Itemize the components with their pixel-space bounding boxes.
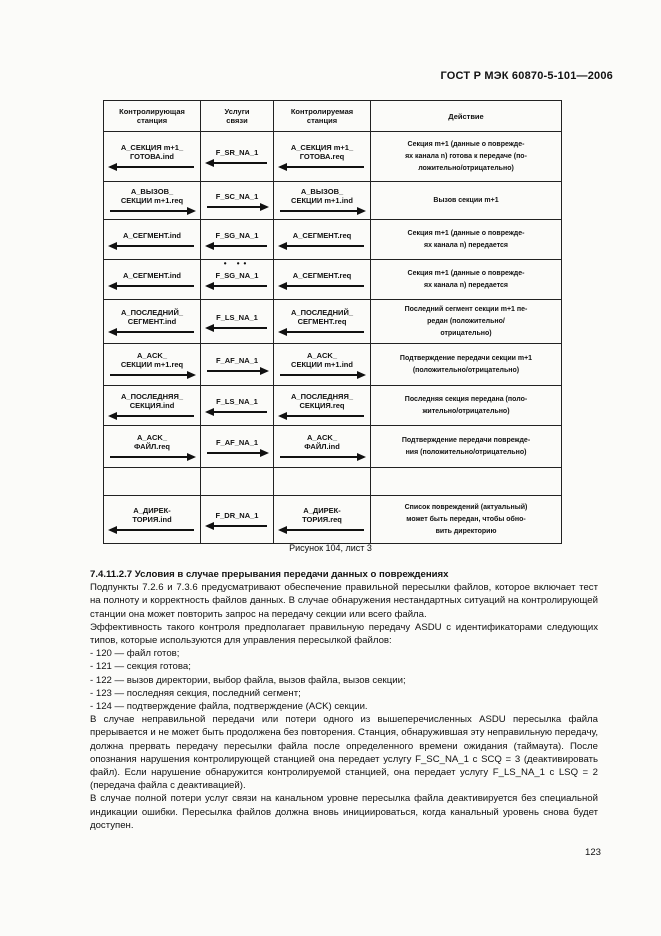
arrow-left-icon bbox=[110, 242, 194, 249]
figure-caption: Рисунок 104, лист 3 bbox=[289, 543, 372, 553]
action-text: Последняя секция передана (поло- жительно/отрицательно) bbox=[404, 395, 528, 415]
paragraph: В случае полной потери услуг связи на канальном уровне пересылка файла деактивируется без специальной индикации ошибки. Пересылка файлов должна вновь инициироваться, когда канальный уровень снова будет доступен. bbox=[90, 793, 598, 831]
primitive-label: A_СЕГМЕНТ.req bbox=[292, 270, 352, 280]
action-cell bbox=[371, 182, 562, 220]
action-cell bbox=[371, 132, 562, 182]
sequence-table bbox=[103, 100, 562, 544]
arrow-left-icon bbox=[207, 522, 267, 529]
action-cell bbox=[371, 260, 562, 300]
primitive-label: A_ПОСЛЕДНИЙ_ СЕГМЕНТ.ind bbox=[120, 308, 184, 326]
service-cell bbox=[201, 426, 274, 468]
service-cell bbox=[201, 132, 274, 182]
primitive-label: A_ДИРЕК- ТОРИЯ.ind bbox=[132, 506, 172, 524]
action-text: Секция m+1 (данные о поврежде- ях канала n) передается bbox=[407, 269, 525, 289]
body-text bbox=[90, 568, 598, 832]
station-cell bbox=[274, 386, 371, 426]
station-cell bbox=[274, 132, 371, 182]
header-controlled-station: Контролируемая станция bbox=[274, 101, 371, 132]
table-row bbox=[104, 386, 562, 426]
paragraph: Подпункты 7.2.6 и 7.3.6 предусматривают обеспечение правильной пересылки файлов, которое включает тест на полноту и корректность файлов данных. В случае обнаружения нестандартных ситуаций на контролирующей станции она может повторить запрос на передачу секции или всего файла. bbox=[90, 582, 598, 620]
primitive-label: A_СЕГМЕНТ.ind bbox=[123, 270, 181, 280]
continuation-dots: • •• bbox=[223, 258, 251, 268]
service-cell bbox=[201, 496, 274, 544]
header-action: Действие bbox=[371, 101, 562, 132]
section-title: 7.4.11.2.7 Условия в случае прерывания передачи данных о повреждениях bbox=[90, 569, 449, 580]
arrow-right-icon bbox=[110, 453, 194, 460]
service-label: F_SG_NA_1 bbox=[215, 230, 259, 240]
list-item: - 124 — подтверждение файла, подтверждение (ACK) секции. bbox=[90, 701, 368, 713]
station-cell bbox=[274, 260, 371, 300]
list-item: - 123 — последняя секция, последний сегмент; bbox=[90, 687, 301, 699]
table-row bbox=[104, 220, 562, 260]
table-row bbox=[104, 182, 562, 220]
station-cell bbox=[104, 426, 201, 468]
empty-cell bbox=[201, 468, 274, 496]
arrow-left-icon bbox=[280, 163, 364, 170]
arrow-left-icon bbox=[110, 412, 194, 419]
arrow-right-icon bbox=[280, 207, 364, 214]
station-cell bbox=[274, 182, 371, 220]
service-cell bbox=[201, 260, 274, 300]
arrow-right-icon bbox=[280, 453, 364, 460]
primitive-label: A_ПОСЛЕДНИЙ_ СЕГМЕНТ.req bbox=[290, 308, 354, 326]
arrow-right-icon bbox=[207, 449, 267, 456]
primitive-label: A_ВЫЗОВ_ СЕКЦИИ m+1.ind bbox=[291, 187, 353, 205]
action-text: Подтверждение передачи поврежде- ния (положительно/отрицательно) bbox=[401, 436, 531, 456]
service-label: F_SC_NA_1 bbox=[215, 191, 259, 201]
service-cell bbox=[201, 386, 274, 426]
primitive-label: A_ACK_ СЕКЦИИ m+1.req bbox=[120, 351, 184, 369]
list-item: - 121 — секция готова; bbox=[90, 661, 191, 673]
primitive-label: A_ACK_ ФАЙЛ.ind bbox=[304, 433, 340, 451]
station-cell bbox=[274, 344, 371, 386]
action-text: Список повреждений (актуальный) может быть передан, чтобы обно- вить директорию bbox=[404, 503, 528, 535]
empty-cell bbox=[371, 468, 562, 496]
empty-cell bbox=[274, 468, 371, 496]
arrow-left-icon bbox=[110, 328, 194, 335]
station-cell bbox=[274, 300, 371, 344]
primitive-label: A_ПОСЛЕДНЯЯ_ СЕКЦИЯ.req bbox=[290, 392, 354, 410]
arrow-left-icon bbox=[280, 412, 364, 419]
action-text: Последний сегмент секции m+1 пе- редан (положительно/ отрицательно) bbox=[404, 305, 528, 337]
arrow-right-icon bbox=[207, 203, 267, 210]
action-text: Секция m+1 (данные о поврежде- ях канала n) готова к передаче (по- ложительно/отрицательно) bbox=[405, 140, 527, 172]
primitive-label: A_СЕГМЕНТ.req bbox=[292, 230, 352, 240]
arrow-right-icon bbox=[207, 367, 267, 374]
station-cell bbox=[104, 300, 201, 344]
page-number: 123 bbox=[584, 847, 601, 858]
action-cell bbox=[371, 300, 562, 344]
arrow-left-icon bbox=[280, 526, 364, 533]
arrow-right-icon bbox=[280, 371, 364, 378]
station-cell bbox=[104, 386, 201, 426]
primitive-label: A_ПОСЛЕДНЯЯ_ СЕКЦИЯ.ind bbox=[120, 392, 184, 410]
arrow-left-icon bbox=[110, 163, 194, 170]
arrow-left-icon bbox=[280, 328, 364, 335]
action-cell bbox=[371, 386, 562, 426]
action-text: Вызов секции m+1 bbox=[433, 196, 499, 204]
arrow-left-icon bbox=[207, 408, 267, 415]
arrow-left-icon bbox=[207, 282, 267, 289]
empty-cell bbox=[104, 468, 201, 496]
arrow-left-icon bbox=[280, 242, 364, 249]
arrow-left-icon bbox=[280, 282, 364, 289]
arrow-left-icon bbox=[110, 282, 194, 289]
table-row bbox=[104, 260, 562, 300]
arrow-left-icon bbox=[207, 324, 267, 331]
service-cell bbox=[201, 344, 274, 386]
service-label: F_AF_NA_1 bbox=[215, 355, 259, 365]
service-label: F_DR_NA_1 bbox=[215, 510, 259, 520]
table-header-row bbox=[104, 101, 562, 132]
arrow-right-icon bbox=[110, 207, 194, 214]
station-cell bbox=[104, 220, 201, 260]
list-item: - 122 — вызов директории, выбор файла, вызов файла, вызов секции; bbox=[90, 674, 406, 686]
header-controlling-station: Контролирующая станция bbox=[104, 101, 201, 132]
primitive-label: A_ACK_ СЕКЦИИ m+1.ind bbox=[291, 351, 353, 369]
header-services: Услуги связи bbox=[201, 101, 274, 132]
document-header: ГОСТ Р МЭК 60870-5-101—2006 bbox=[440, 70, 613, 82]
paragraph: Эффективность такого контроля предполагает правильную передачу ASDU с идентификаторами следующих типов, которые используются для управления пересылкой файлов: bbox=[90, 621, 598, 647]
service-label: F_SG_NA_1 bbox=[215, 270, 259, 280]
arrow-left-icon bbox=[207, 242, 267, 249]
table-row bbox=[104, 132, 562, 182]
primitive-label: A_ACK_ ФАЙЛ.req bbox=[133, 433, 171, 451]
arrow-right-icon bbox=[110, 371, 194, 378]
station-cell bbox=[104, 344, 201, 386]
service-label: F_SR_NA_1 bbox=[215, 147, 259, 157]
paragraph: В случае неправильной передачи или потери одного из вышеперечисленных ASDU пересылка файла прерывается и не может быть продолжена без повторения. Станция, обнаружившая эту неправильную передачу, должна прервать передачу пересылки файла после определенного времени ожидания (таймаута). После опознания нарушения контролирующей станцией она передает услугу F_SC_NA_1 с SCQ = 3 (деактивировать файл). Если нарушение обнаружится контролируемой станцией, она передает услугу F_LS_NA_1 с LSQ = 2 (передача файла с деактивацией). bbox=[90, 714, 598, 792]
arrow-left-icon bbox=[110, 526, 194, 533]
table-row bbox=[104, 426, 562, 468]
service-cell bbox=[201, 220, 274, 260]
station-cell bbox=[274, 496, 371, 544]
primitive-label: A_ДИРЕК- ТОРИЯ.req bbox=[302, 506, 342, 524]
list-item: - 120 — файл готов; bbox=[90, 648, 180, 660]
action-cell bbox=[371, 426, 562, 468]
service-label: F_LS_NA_1 bbox=[216, 312, 258, 322]
table-row bbox=[104, 496, 562, 544]
station-cell bbox=[104, 496, 201, 544]
primitive-label: A_СЕКЦИЯ m+1_ ГОТОВА.req bbox=[290, 143, 354, 161]
service-label: F_AF_NA_1 bbox=[215, 437, 259, 447]
table-row bbox=[104, 344, 562, 386]
arrow-left-icon bbox=[207, 159, 267, 166]
station-cell bbox=[104, 132, 201, 182]
service-cell bbox=[201, 300, 274, 344]
station-cell bbox=[104, 182, 201, 220]
table-row bbox=[104, 300, 562, 344]
empty-row bbox=[104, 468, 562, 496]
station-cell bbox=[104, 260, 201, 300]
station-cell bbox=[274, 426, 371, 468]
action-text: Подтверждение передачи секции m+1 (положительно/отрицательно) bbox=[399, 354, 533, 374]
primitive-label: A_СЕКЦИЯ m+1_ ГОТОВА.ind bbox=[120, 143, 184, 161]
action-cell bbox=[371, 344, 562, 386]
action-cell bbox=[371, 496, 562, 544]
station-cell bbox=[274, 220, 371, 260]
service-label: F_LS_NA_1 bbox=[216, 396, 258, 406]
service-cell bbox=[201, 182, 274, 220]
primitive-label: A_СЕГМЕНТ.ind bbox=[123, 230, 181, 240]
action-text: Секция m+1 (данные о поврежде- ях канала n) передается bbox=[407, 229, 525, 249]
action-cell bbox=[371, 220, 562, 260]
primitive-label: A_ВЫЗОВ_ СЕКЦИИ m+1.req bbox=[120, 187, 184, 205]
